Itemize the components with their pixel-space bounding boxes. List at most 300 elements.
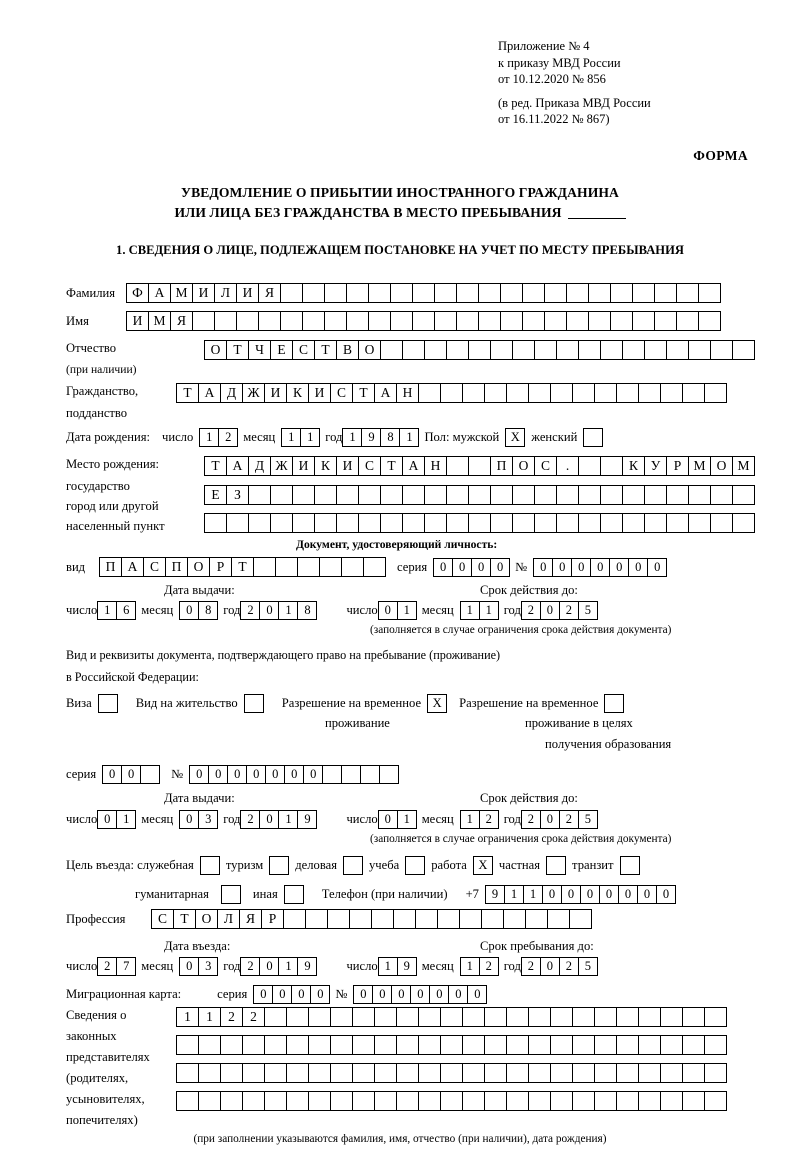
- form-cell[interactable]: 0: [647, 558, 667, 577]
- citizenship-input[interactable]: [176, 383, 726, 403]
- form-cell[interactable]: [550, 1007, 573, 1027]
- form-cell[interactable]: 0: [378, 601, 398, 620]
- form-cell[interactable]: 0: [291, 985, 311, 1004]
- form-cell[interactable]: [437, 909, 460, 929]
- form-cell[interactable]: [666, 513, 689, 533]
- form-cell[interactable]: [286, 1063, 309, 1083]
- form-cell[interactable]: [588, 283, 611, 303]
- form-cell[interactable]: [506, 1007, 529, 1027]
- form-cell[interactable]: [594, 383, 617, 403]
- form-cell[interactable]: У: [644, 456, 667, 476]
- form-cell[interactable]: [638, 1063, 661, 1083]
- form-cell[interactable]: [220, 1035, 243, 1055]
- form-cell[interactable]: 0: [490, 558, 510, 577]
- form-cell[interactable]: 0: [540, 810, 560, 829]
- form-cell[interactable]: 9: [297, 810, 317, 829]
- form-cell[interactable]: [600, 456, 623, 476]
- permit-number-input[interactable]: [189, 765, 398, 784]
- form-cell[interactable]: [264, 1035, 287, 1055]
- form-cell[interactable]: [528, 1063, 551, 1083]
- form-cell[interactable]: [556, 485, 579, 505]
- form-cell[interactable]: [534, 485, 557, 505]
- form-cell[interactable]: [456, 283, 479, 303]
- form-cell[interactable]: [682, 1091, 705, 1111]
- form-cell[interactable]: 0: [656, 885, 676, 904]
- form-cell[interactable]: [682, 1035, 705, 1055]
- form-cell[interactable]: [418, 383, 441, 403]
- form-cell[interactable]: [330, 1035, 353, 1055]
- form-cell[interactable]: [226, 513, 249, 533]
- permit-series-input[interactable]: [102, 765, 159, 784]
- form-cell[interactable]: [248, 513, 271, 533]
- form-cell[interactable]: 0: [448, 985, 468, 1004]
- form-cell[interactable]: [484, 1035, 507, 1055]
- form-cell[interactable]: 1: [278, 810, 298, 829]
- purpose-transit-checkbox[interactable]: [620, 856, 640, 875]
- form-cell[interactable]: [390, 283, 413, 303]
- form-cell[interactable]: [484, 1091, 507, 1111]
- form-cell[interactable]: [280, 283, 303, 303]
- surname-input[interactable]: [126, 283, 720, 303]
- form-cell[interactable]: [484, 1063, 507, 1083]
- form-cell[interactable]: А: [121, 557, 144, 577]
- form-cell[interactable]: [710, 513, 733, 533]
- form-cell[interactable]: [468, 485, 491, 505]
- form-cell[interactable]: [286, 1091, 309, 1111]
- form-cell[interactable]: [446, 485, 469, 505]
- form-cell[interactable]: [302, 283, 325, 303]
- stay-year-input[interactable]: [521, 957, 597, 976]
- form-cell[interactable]: [484, 383, 507, 403]
- form-cell[interactable]: [192, 311, 215, 331]
- form-cell[interactable]: [654, 311, 677, 331]
- form-cell[interactable]: [176, 1035, 199, 1055]
- form-cell[interactable]: [616, 1091, 639, 1111]
- form-cell[interactable]: [710, 340, 733, 360]
- form-cell[interactable]: [324, 311, 347, 331]
- form-cell[interactable]: [600, 340, 623, 360]
- form-cell[interactable]: [610, 311, 633, 331]
- form-cell[interactable]: [512, 340, 535, 360]
- form-cell[interactable]: 0: [259, 957, 279, 976]
- profession-input[interactable]: [151, 909, 591, 929]
- form-cell[interactable]: И: [308, 383, 331, 403]
- form-cell[interactable]: [660, 1007, 683, 1027]
- doc-issue-year-input[interactable]: [240, 601, 316, 620]
- form-cell[interactable]: И: [264, 383, 287, 403]
- form-cell[interactable]: [358, 513, 381, 533]
- entry-day-input[interactable]: [97, 957, 135, 976]
- form-cell[interactable]: [264, 1007, 287, 1027]
- form-cell[interactable]: А: [402, 456, 425, 476]
- form-cell[interactable]: [446, 340, 469, 360]
- form-cell[interactable]: [500, 311, 523, 331]
- form-cell[interactable]: [424, 340, 447, 360]
- form-cell[interactable]: [704, 1063, 727, 1083]
- permit-valid-day-input[interactable]: [378, 810, 416, 829]
- form-cell[interactable]: С: [292, 340, 315, 360]
- residence-permit-checkbox[interactable]: [244, 694, 264, 713]
- form-cell[interactable]: [302, 311, 325, 331]
- form-cell[interactable]: [434, 283, 457, 303]
- purpose-other-checkbox[interactable]: [284, 885, 304, 904]
- form-cell[interactable]: [572, 1007, 595, 1027]
- form-cell[interactable]: 1: [397, 601, 417, 620]
- form-cell[interactable]: [666, 340, 689, 360]
- form-cell[interactable]: [506, 1035, 529, 1055]
- form-cell[interactable]: [352, 1035, 375, 1055]
- form-cell[interactable]: В: [336, 340, 359, 360]
- form-cell[interactable]: [456, 311, 479, 331]
- form-cell[interactable]: 0: [618, 885, 638, 904]
- form-cell[interactable]: [412, 283, 435, 303]
- form-cell[interactable]: [468, 456, 491, 476]
- form-cell[interactable]: [440, 1035, 463, 1055]
- form-cell[interactable]: [368, 283, 391, 303]
- form-cell[interactable]: [396, 1007, 419, 1027]
- form-cell[interactable]: П: [99, 557, 122, 577]
- form-cell[interactable]: [478, 283, 501, 303]
- permit-valid-month-input[interactable]: [460, 810, 498, 829]
- form-cell[interactable]: [547, 909, 570, 929]
- form-cell[interactable]: [666, 485, 689, 505]
- form-cell[interactable]: И: [292, 456, 315, 476]
- form-cell[interactable]: [522, 283, 545, 303]
- form-cell[interactable]: 0: [429, 985, 449, 1004]
- form-cell[interactable]: 0: [590, 558, 610, 577]
- form-cell[interactable]: [402, 513, 425, 533]
- form-cell[interactable]: 1: [397, 810, 417, 829]
- form-cell[interactable]: 0: [452, 558, 472, 577]
- form-cell[interactable]: 1: [399, 428, 419, 447]
- form-cell[interactable]: [490, 340, 513, 360]
- form-cell[interactable]: [198, 1035, 221, 1055]
- form-cell[interactable]: А: [374, 383, 397, 403]
- form-cell[interactable]: 6: [116, 601, 136, 620]
- form-cell[interactable]: Т: [173, 909, 196, 929]
- form-cell[interactable]: С: [534, 456, 557, 476]
- form-cell[interactable]: 0: [189, 765, 209, 784]
- form-cell[interactable]: [550, 1035, 573, 1055]
- form-cell[interactable]: Н: [396, 383, 419, 403]
- form-cell[interactable]: 0: [97, 810, 117, 829]
- purpose-private-checkbox[interactable]: [546, 856, 566, 875]
- form-cell[interactable]: 2: [242, 1007, 265, 1027]
- form-cell[interactable]: [242, 1091, 265, 1111]
- form-cell[interactable]: [500, 283, 523, 303]
- form-cell[interactable]: С: [330, 383, 353, 403]
- form-cell[interactable]: 0: [571, 558, 591, 577]
- form-cell[interactable]: [569, 909, 592, 929]
- form-cell[interactable]: 0: [609, 558, 629, 577]
- purpose-study-checkbox[interactable]: [405, 856, 425, 875]
- form-cell[interactable]: 1: [281, 428, 301, 447]
- form-cell[interactable]: [732, 485, 755, 505]
- form-cell[interactable]: 1: [523, 885, 543, 904]
- form-cell[interactable]: 7: [116, 957, 136, 976]
- form-cell[interactable]: 1: [199, 428, 219, 447]
- form-cell[interactable]: 0: [272, 985, 292, 1004]
- form-cell[interactable]: [358, 485, 381, 505]
- form-cell[interactable]: [556, 513, 579, 533]
- form-cell[interactable]: [698, 311, 721, 331]
- form-cell[interactable]: Я: [170, 311, 193, 331]
- form-cell[interactable]: [324, 283, 347, 303]
- form-cell[interactable]: [440, 1007, 463, 1027]
- form-cell[interactable]: К: [286, 383, 309, 403]
- form-cell[interactable]: [264, 1091, 287, 1111]
- form-cell[interactable]: .: [556, 456, 579, 476]
- form-cell[interactable]: [242, 1035, 265, 1055]
- form-cell[interactable]: [616, 383, 639, 403]
- form-cell[interactable]: С: [358, 456, 381, 476]
- form-cell[interactable]: [374, 1035, 397, 1055]
- form-cell[interactable]: Л: [214, 283, 237, 303]
- doc-valid-month-input[interactable]: [460, 601, 498, 620]
- form-cell[interactable]: [308, 1063, 331, 1083]
- form-cell[interactable]: [220, 1063, 243, 1083]
- permit-issue-day-input[interactable]: [97, 810, 135, 829]
- form-cell[interactable]: [616, 1063, 639, 1083]
- form-cell[interactable]: [622, 485, 645, 505]
- form-cell[interactable]: П: [165, 557, 188, 577]
- permit-valid-year-input[interactable]: [521, 810, 597, 829]
- form-cell[interactable]: [506, 1063, 529, 1083]
- form-cell[interactable]: [566, 311, 589, 331]
- form-cell[interactable]: Т: [352, 383, 375, 403]
- form-cell[interactable]: 0: [471, 558, 491, 577]
- form-cell[interactable]: Л: [217, 909, 240, 929]
- form-cell[interactable]: 1: [460, 957, 480, 976]
- form-cell[interactable]: О: [195, 909, 218, 929]
- form-cell[interactable]: Ж: [270, 456, 293, 476]
- form-cell[interactable]: Д: [248, 456, 271, 476]
- form-cell[interactable]: 2: [521, 810, 541, 829]
- form-cell[interactable]: 2: [240, 601, 260, 620]
- form-cell[interactable]: П: [490, 456, 513, 476]
- form-cell[interactable]: [380, 513, 403, 533]
- form-cell[interactable]: С: [143, 557, 166, 577]
- form-cell[interactable]: 1: [278, 601, 298, 620]
- birthplace-input-line-2[interactable]: [204, 485, 754, 505]
- sex-male-checkbox[interactable]: X: [505, 428, 525, 447]
- form-cell[interactable]: [644, 340, 667, 360]
- form-cell[interactable]: Я: [258, 283, 281, 303]
- form-cell[interactable]: 1: [460, 810, 480, 829]
- form-cell[interactable]: 0: [561, 885, 581, 904]
- form-cell[interactable]: [374, 1007, 397, 1027]
- phone-input[interactable]: [485, 885, 675, 904]
- form-cell[interactable]: [308, 1007, 331, 1027]
- form-cell[interactable]: [572, 1035, 595, 1055]
- form-cell[interactable]: 0: [179, 810, 199, 829]
- form-cell[interactable]: [704, 383, 727, 403]
- form-cell[interactable]: 0: [259, 601, 279, 620]
- form-cell[interactable]: [214, 311, 237, 331]
- doc-valid-day-input[interactable]: [378, 601, 416, 620]
- form-cell[interactable]: [346, 283, 369, 303]
- form-cell[interactable]: [660, 1035, 683, 1055]
- form-cell[interactable]: 0: [372, 985, 392, 1004]
- form-cell[interactable]: О: [204, 340, 227, 360]
- form-cell[interactable]: [280, 311, 303, 331]
- form-cell[interactable]: [258, 311, 281, 331]
- form-cell[interactable]: 0: [540, 601, 560, 620]
- form-cell[interactable]: 1: [176, 1007, 199, 1027]
- form-cell[interactable]: [704, 1007, 727, 1027]
- doc-issue-day-input[interactable]: [97, 601, 135, 620]
- form-cell[interactable]: [610, 283, 633, 303]
- form-cell[interactable]: [140, 765, 160, 784]
- form-cell[interactable]: [638, 1035, 661, 1055]
- purpose-service-checkbox[interactable]: [200, 856, 220, 875]
- doc-series-input[interactable]: [433, 558, 509, 577]
- form-cell[interactable]: [297, 557, 320, 577]
- birthplace-input-line-3[interactable]: [204, 513, 754, 533]
- form-cell[interactable]: 5: [578, 810, 598, 829]
- form-cell[interactable]: 0: [378, 810, 398, 829]
- form-cell[interactable]: А: [226, 456, 249, 476]
- form-cell[interactable]: Р: [261, 909, 284, 929]
- birth-year-input[interactable]: [342, 428, 418, 447]
- entry-month-input[interactable]: [179, 957, 217, 976]
- form-cell[interactable]: [525, 909, 548, 929]
- form-cell[interactable]: 0: [179, 601, 199, 620]
- form-cell[interactable]: [198, 1091, 221, 1111]
- form-cell[interactable]: [462, 1091, 485, 1111]
- form-cell[interactable]: [594, 1091, 617, 1111]
- form-cell[interactable]: М: [170, 283, 193, 303]
- form-cell[interactable]: [682, 1063, 705, 1083]
- form-cell[interactable]: [522, 311, 545, 331]
- form-cell[interactable]: [704, 1035, 727, 1055]
- form-cell[interactable]: 8: [297, 601, 317, 620]
- legal-rep-input-line-1[interactable]: [176, 1007, 726, 1027]
- form-cell[interactable]: И: [236, 283, 259, 303]
- permit-issue-month-input[interactable]: [179, 810, 217, 829]
- form-cell[interactable]: [638, 1091, 661, 1111]
- form-cell[interactable]: [478, 311, 501, 331]
- form-cell[interactable]: [644, 513, 667, 533]
- form-cell[interactable]: [572, 1063, 595, 1083]
- form-cell[interactable]: [374, 1091, 397, 1111]
- form-cell[interactable]: [616, 1035, 639, 1055]
- form-cell[interactable]: [600, 513, 623, 533]
- form-cell[interactable]: 2: [479, 810, 499, 829]
- form-cell[interactable]: 0: [552, 558, 572, 577]
- form-cell[interactable]: [204, 513, 227, 533]
- form-cell[interactable]: [556, 340, 579, 360]
- form-cell[interactable]: [380, 340, 403, 360]
- form-cell[interactable]: [341, 765, 361, 784]
- doc-issue-month-input[interactable]: [179, 601, 217, 620]
- form-cell[interactable]: [236, 311, 259, 331]
- form-cell[interactable]: [396, 1091, 419, 1111]
- form-cell[interactable]: [578, 340, 601, 360]
- form-cell[interactable]: 1: [460, 601, 480, 620]
- purpose-tourism-checkbox[interactable]: [269, 856, 289, 875]
- form-cell[interactable]: 1: [479, 601, 499, 620]
- form-cell[interactable]: [314, 513, 337, 533]
- form-cell[interactable]: [283, 909, 306, 929]
- form-cell[interactable]: [446, 456, 469, 476]
- entry-year-input[interactable]: [240, 957, 316, 976]
- form-cell[interactable]: 0: [227, 765, 247, 784]
- form-cell[interactable]: [638, 383, 661, 403]
- form-cell[interactable]: [484, 1007, 507, 1027]
- form-cell[interactable]: [676, 311, 699, 331]
- legal-rep-input-line-4[interactable]: [176, 1091, 726, 1111]
- form-cell[interactable]: 2: [240, 810, 260, 829]
- form-cell[interactable]: 0: [599, 885, 619, 904]
- form-cell[interactable]: 3: [198, 957, 218, 976]
- form-cell[interactable]: [418, 1063, 441, 1083]
- form-cell[interactable]: М: [148, 311, 171, 331]
- form-cell[interactable]: М: [732, 456, 755, 476]
- form-cell[interactable]: [676, 283, 699, 303]
- edu-residence-checkbox[interactable]: [604, 694, 624, 713]
- form-cell[interactable]: [198, 1063, 221, 1083]
- form-cell[interactable]: 8: [380, 428, 400, 447]
- form-cell[interactable]: Е: [204, 485, 227, 505]
- form-cell[interactable]: [176, 1063, 199, 1083]
- form-cell[interactable]: [352, 1091, 375, 1111]
- form-cell[interactable]: [440, 1091, 463, 1111]
- stay-day-input[interactable]: [378, 957, 416, 976]
- form-cell[interactable]: [490, 485, 513, 505]
- form-cell[interactable]: [503, 909, 526, 929]
- form-cell[interactable]: [544, 311, 567, 331]
- form-cell[interactable]: Ж: [242, 383, 265, 403]
- form-cell[interactable]: [468, 513, 491, 533]
- form-cell[interactable]: [534, 340, 557, 360]
- form-cell[interactable]: 1: [198, 1007, 221, 1027]
- migration-number-input[interactable]: [353, 985, 486, 1004]
- birth-day-input[interactable]: [199, 428, 237, 447]
- form-cell[interactable]: 5: [578, 957, 598, 976]
- form-cell[interactable]: 0: [542, 885, 562, 904]
- form-cell[interactable]: К: [314, 456, 337, 476]
- form-cell[interactable]: 0: [628, 558, 648, 577]
- purpose-business-checkbox[interactable]: [343, 856, 363, 875]
- form-cell[interactable]: [732, 340, 755, 360]
- form-cell[interactable]: [654, 283, 677, 303]
- form-cell[interactable]: 0: [533, 558, 553, 577]
- form-cell[interactable]: 8: [198, 601, 218, 620]
- form-cell[interactable]: [308, 1035, 331, 1055]
- form-cell[interactable]: [682, 1007, 705, 1027]
- form-cell[interactable]: 2: [521, 957, 541, 976]
- form-cell[interactable]: [644, 485, 667, 505]
- form-cell[interactable]: [688, 485, 711, 505]
- form-cell[interactable]: О: [187, 557, 210, 577]
- form-cell[interactable]: [363, 557, 386, 577]
- form-cell[interactable]: Т: [226, 340, 249, 360]
- doc-kind-input[interactable]: [99, 557, 385, 577]
- form-cell[interactable]: 0: [121, 765, 141, 784]
- form-cell[interactable]: 1: [300, 428, 320, 447]
- form-cell[interactable]: [402, 485, 425, 505]
- form-cell[interactable]: [660, 383, 683, 403]
- form-cell[interactable]: [396, 1035, 419, 1055]
- form-cell[interactable]: [440, 1063, 463, 1083]
- form-cell[interactable]: [275, 557, 298, 577]
- form-cell[interactable]: [698, 283, 721, 303]
- form-cell[interactable]: Т: [176, 383, 199, 403]
- form-cell[interactable]: [528, 1035, 551, 1055]
- form-cell[interactable]: [360, 765, 380, 784]
- form-cell[interactable]: [594, 1063, 617, 1083]
